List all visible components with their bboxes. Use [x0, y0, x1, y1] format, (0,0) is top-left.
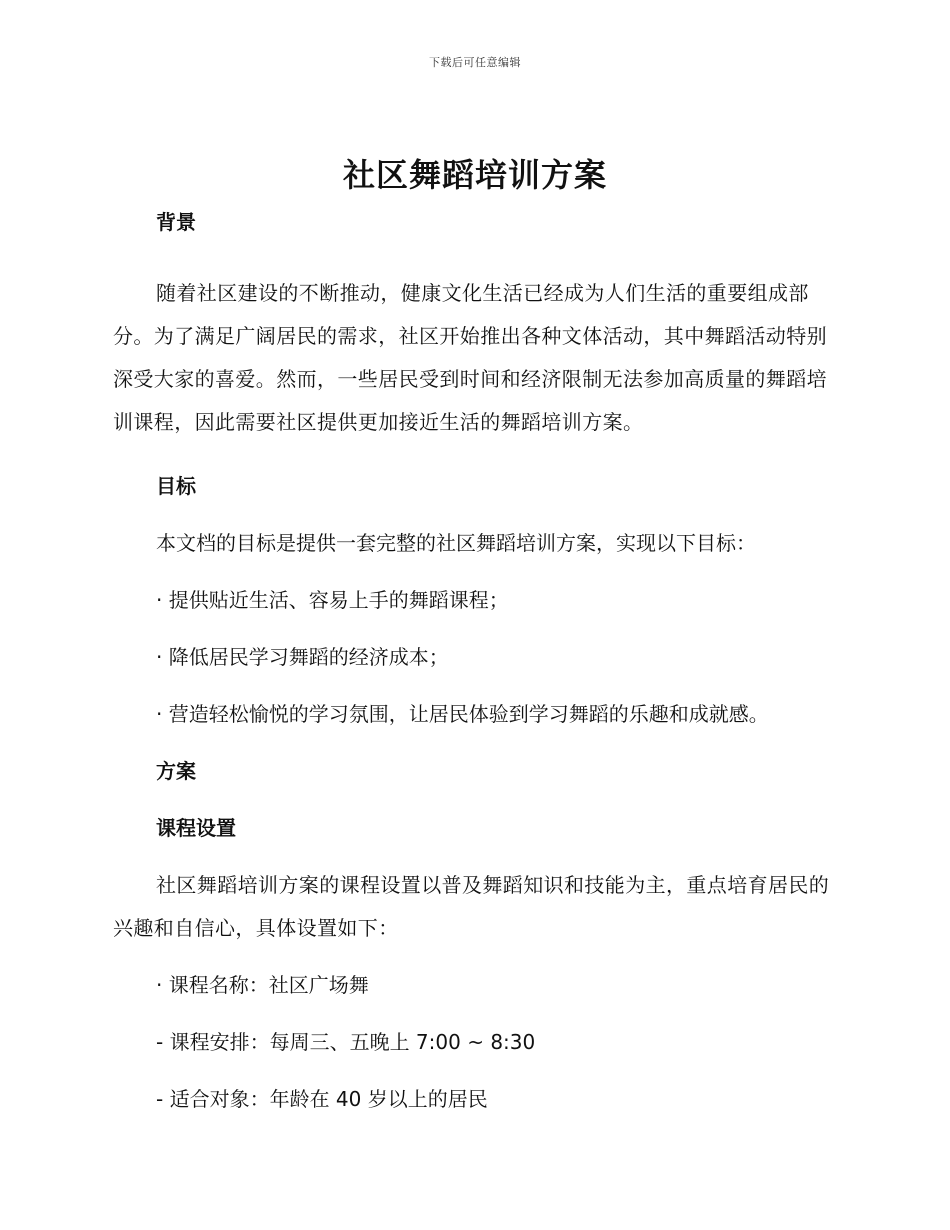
course-setup-paragraph: 社区舞蹈培训方案的课程设置以普及舞蹈知识和技能为主，重点培育居民的兴趣和自信心，具体设置如下： [113, 873, 830, 940]
course-item-name: · 课程名称：社区广场舞 [156, 973, 369, 997]
subsection-heading-course-setup: 课程设置 [156, 816, 236, 840]
goals-intro: 本文档的目标是提供一套完整的社区舞蹈培训方案，实现以下目标： [156, 531, 756, 555]
document-title: 社区舞蹈培训方案 [342, 156, 607, 194]
section-heading-goals: 目标 [156, 474, 196, 498]
course-item-audience: - 适合对象：年龄在 40 岁以上的居民 [156, 1087, 488, 1111]
goal-item-3: · 营造轻松愉悦的学习氛围，让居民体验到学习舞蹈的乐趣和成就感。 [156, 702, 769, 726]
goal-item-1: · 提供贴近生活、容易上手的舞蹈课程； [156, 588, 509, 612]
goal-item-2: · 降低居民学习舞蹈的经济成本； [156, 645, 449, 669]
header-note: 下载后可任意编辑 [429, 56, 521, 69]
background-paragraph: 随着社区建设的不断推动，健康文化生活已经成为人们生活的重要组成部分。为了满足广阔居民的需求，社区开始推出各种文体活动，其中舞蹈活动特别深受大家的喜爱。然而，一些居民受到时间和经济限制无法参加高质量的舞蹈培训课程，因此需要社区提供更加接近生活的舞蹈培训方案。 [113, 281, 827, 434]
document-body [113, 200, 833, 1114]
section-heading-plan: 方案 [156, 759, 196, 783]
course-item-schedule: - 课程安排：每周三、五晚上 7:00 ~ 8:30 [156, 1030, 536, 1054]
section-heading-background: 背景 [156, 210, 196, 234]
